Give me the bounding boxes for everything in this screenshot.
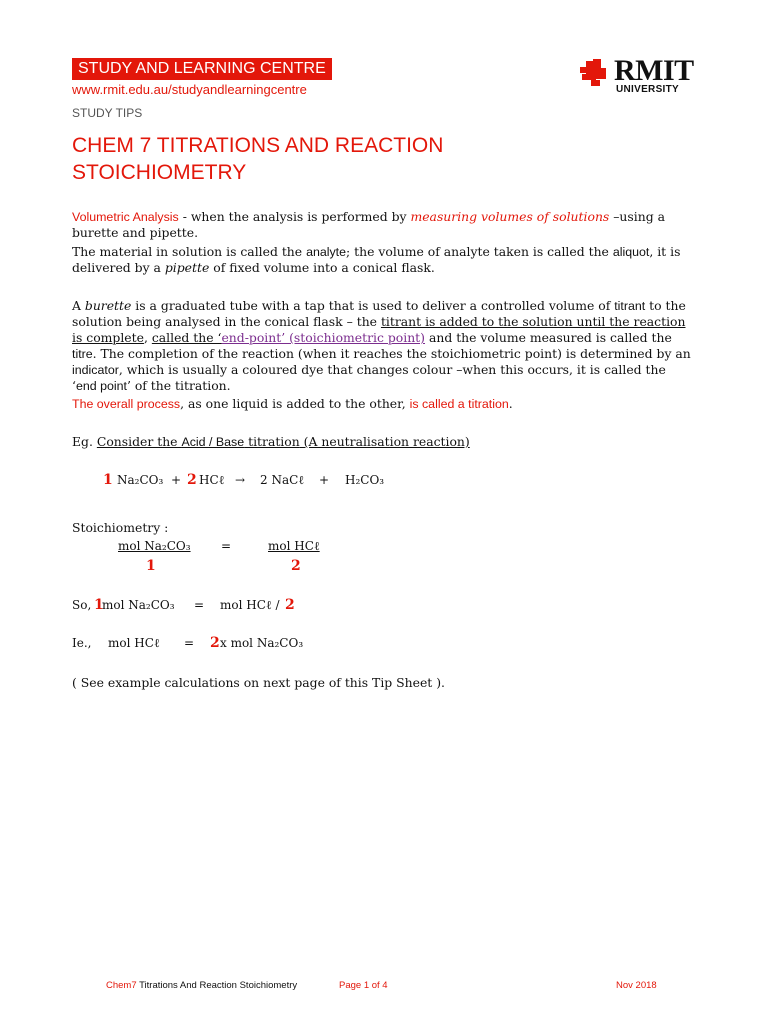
footer-page-number: Page 1 of 4 — [339, 980, 388, 991]
rmit-pixel-mark-icon — [578, 58, 610, 88]
term-titrant: titrant — [614, 299, 646, 313]
university-wordmark: UNIVERSITY — [616, 84, 680, 95]
denominator-2: 2 — [291, 558, 301, 574]
reaction-arrow: → — [235, 473, 246, 487]
term-pipette: pipette — [164, 260, 210, 275]
denominator-1: 1 — [146, 558, 156, 574]
text: , as one liquid is added to the other, — [180, 396, 410, 411]
stoichiometry-label: Stoichiometry : — [72, 520, 169, 535]
text: –using a burette and pipette. — [72, 209, 665, 240]
formula-nacl: 2 NaCℓ — [260, 473, 305, 487]
text: The material in solution is called the — [72, 244, 307, 259]
text-mol-hcl: mol HCℓ / — [220, 598, 280, 612]
page-title — [72, 132, 692, 186]
text-titration: titration — [244, 434, 300, 449]
term-titration: titration — [468, 397, 509, 411]
so-line — [72, 597, 372, 617]
emphasis-measuring-volumes: measuring volumes of solutions — [410, 209, 610, 224]
term-end-point: end point — [75, 379, 127, 393]
footer-doc-code: Chem7 — [106, 980, 140, 991]
term-acid-base: Acid / Base — [181, 435, 245, 449]
plus-sign: + — [319, 473, 330, 487]
numerator-mol-hcl: mol HCℓ — [268, 539, 320, 553]
text: A — [72, 298, 85, 313]
rmit-wordmark: RMIT — [614, 54, 694, 87]
study-learning-banner: STUDY AND LEARNING CENTRE — [72, 58, 332, 80]
equals-sign: = — [194, 598, 205, 612]
paragraph-volumetric-analysis — [72, 209, 694, 241]
underlined-called-the: called the ‘ — [151, 330, 222, 345]
title-line-1: CHEM 7 TITRATIONS AND REACTION — [72, 134, 444, 157]
text: - when the analysis is performed by — [178, 209, 411, 224]
term-overall-process: The overall process — [72, 397, 181, 411]
text-so: So, — [72, 598, 92, 612]
example-heading — [72, 434, 694, 450]
equals-sign: = — [184, 636, 195, 650]
text-is-called-a: is called a — [409, 397, 469, 411]
text: . The completion of the reaction (when it reaches the stoichiometric point) is determined by an — [92, 346, 691, 361]
coefficient-2: 2 — [187, 472, 197, 488]
coefficient-1: 1 — [94, 597, 104, 613]
title-line-2: STOICHIOMETRY — [72, 161, 247, 184]
text: to the solution being analysed in the conical flask – the — [72, 298, 686, 329]
term-volumetric-analysis: Volumetric Analysis — [72, 210, 179, 224]
end-point-link[interactable]: end-point’ (stoichiometric point) — [221, 330, 426, 345]
paragraph-overall-process — [72, 396, 694, 412]
study-tips-label: STUDY TIPS — [72, 106, 143, 120]
text: Eg. — [72, 434, 97, 449]
footer-document-title — [106, 980, 297, 991]
text: and the volume measured is called the — [425, 330, 672, 345]
term-analyte: analyte — [306, 245, 347, 259]
reaction-equation — [103, 472, 403, 492]
text: is a graduated tube with a tap that is used to deliver a controlled volume of — [131, 298, 615, 313]
numerator-mol-na2co3: mol Na₂CO₃ — [118, 539, 191, 553]
formula-hcl: HCℓ — [199, 473, 225, 487]
term-titre: titre — [72, 347, 93, 361]
term-aliquot: aliquot — [612, 245, 650, 259]
text-mol-hcl: mol HCℓ — [108, 636, 160, 650]
underlined-titrant-added: titrant is added to the solution until the reaction is complete — [72, 314, 686, 345]
term-indicator: indicator — [72, 363, 119, 377]
coefficient-2: 2 — [210, 635, 220, 651]
paragraph-burette — [72, 298, 694, 394]
formula-h2co3: H₂CO₃ — [345, 473, 385, 487]
coefficient-1: 1 — [103, 472, 113, 488]
website-link[interactable]: www.rmit.edu.au/studyandlearningcentre — [72, 82, 307, 97]
rmit-logo — [578, 56, 698, 98]
equals-sign: = — [221, 539, 232, 553]
text: , it is delivered by a — [72, 244, 681, 275]
ie-line — [72, 635, 372, 655]
text: of fixed volume into a conical flask. — [209, 260, 435, 275]
paragraph-analyte — [72, 244, 694, 276]
footer-date: Nov 2018 — [616, 980, 657, 991]
text: , which is usually a coloured dye that changes colour –when this occurs, it is called the ‘ — [72, 362, 666, 393]
text: . — [508, 396, 513, 411]
text-consider-the: Consider the — [96, 434, 182, 449]
see-next-page-note: ( See example calculations on next page of this Tip Sheet ). — [72, 675, 445, 690]
text: ’ of the titration. — [126, 378, 231, 393]
text-mol-na2co3: x mol Na₂CO₃ — [220, 636, 304, 650]
stoichiometry-ratio — [118, 539, 378, 579]
text: ; the volume of analyte taken is called the — [346, 244, 613, 259]
text: , — [143, 330, 152, 345]
text-neutralisation: (A neutralisation reaction) — [299, 434, 470, 449]
text-mol-na2co3: mol Na₂CO₃ — [102, 598, 175, 612]
coefficient-2: 2 — [285, 597, 295, 613]
plus-sign: + — [171, 473, 182, 487]
term-burette: burette — [84, 298, 132, 313]
formula-na2co3: Na₂CO₃ — [117, 473, 164, 487]
text-ie: Ie., — [72, 636, 92, 650]
footer-doc-name: Titrations And Reaction Stoichiometry — [139, 980, 298, 991]
